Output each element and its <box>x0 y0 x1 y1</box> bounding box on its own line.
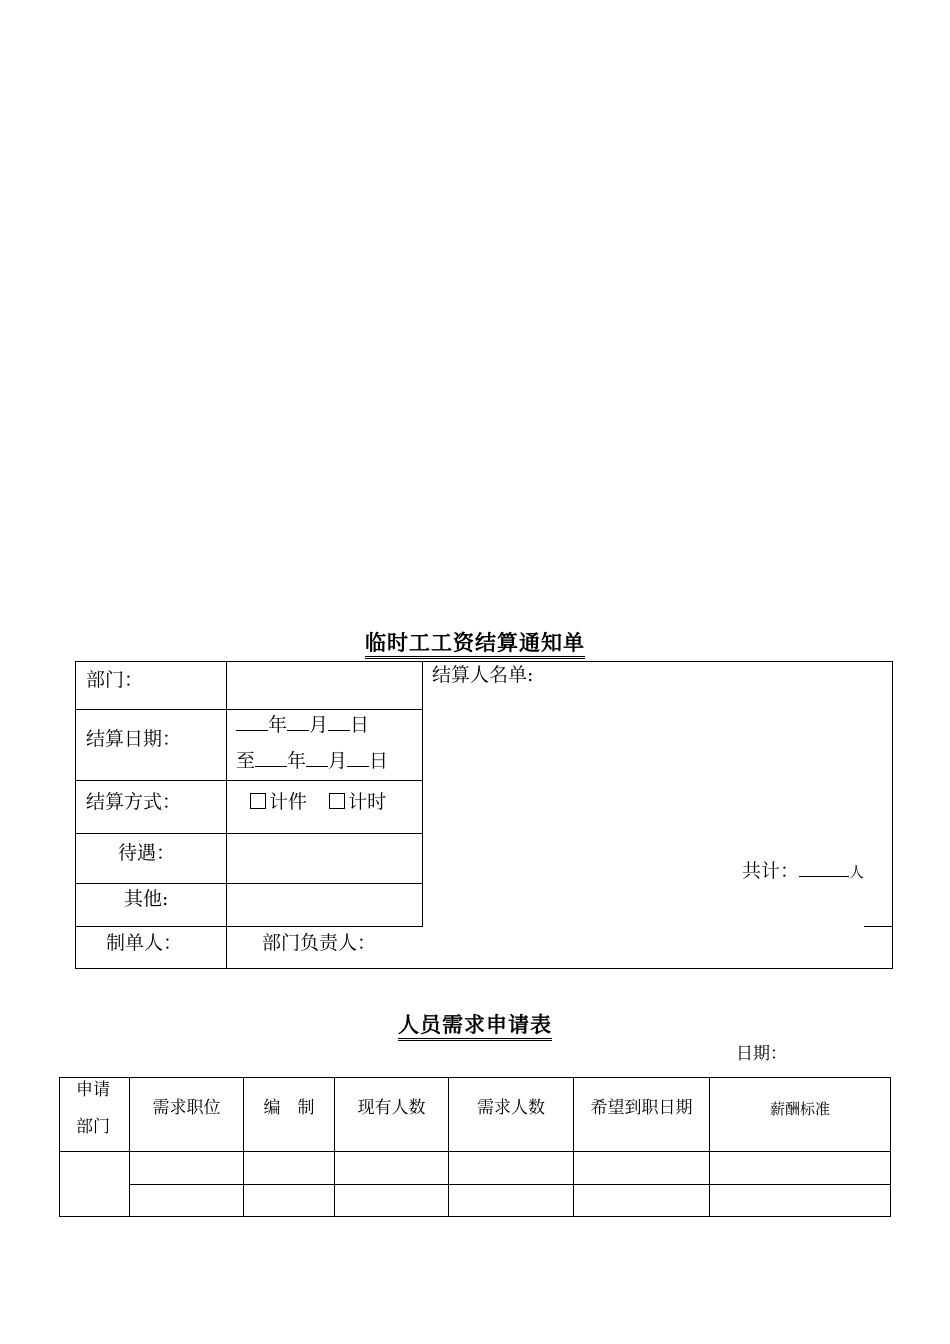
settle-date-label: 结算日期： <box>86 728 182 750</box>
checkbox-icon[interactable] <box>250 793 266 809</box>
dept-label: 部门： <box>86 669 144 691</box>
day-blank[interactable] <box>328 712 350 731</box>
form2-col-line <box>243 1077 244 1217</box>
form1-right-stub-line <box>864 926 892 927</box>
form2-col-line <box>334 1077 335 1217</box>
col-header-needed: 需求人数 <box>477 1098 545 1118</box>
checkbox-icon[interactable] <box>329 793 345 809</box>
method-options <box>250 793 386 812</box>
form1-right-border <box>892 661 893 969</box>
col-header-start-date: 希望到职日期 <box>590 1098 693 1118</box>
form2-header-line <box>59 1151 891 1152</box>
form1-row-line <box>75 926 423 927</box>
settle-method-label: 结算方式： <box>86 791 182 813</box>
form1-row-line <box>75 833 423 834</box>
form2-col-line <box>573 1077 574 1217</box>
year-blank[interactable] <box>255 748 287 767</box>
form2-right-border <box>890 1077 891 1217</box>
dept-header-line1: 申请 <box>76 1080 110 1100</box>
form1-bottom-border <box>75 968 893 969</box>
settle-list-label: 结算人名单: <box>432 664 534 686</box>
form2-bottom-border <box>59 1216 891 1217</box>
form1-row-line <box>75 883 423 884</box>
day-blank[interactable] <box>347 748 369 767</box>
col-header-quota: 编 制 <box>263 1098 315 1118</box>
form2-left-border <box>59 1077 60 1217</box>
col-header-salary: 薪酬标准 <box>769 1100 830 1118</box>
form2-date-label: 日期： <box>736 1044 787 1064</box>
piecework-option[interactable]: 计件 <box>250 791 307 813</box>
date-to: 至 年 月 日 <box>236 750 389 772</box>
form2-col-line <box>129 1077 130 1217</box>
date-from: 年 月 日 <box>236 712 369 735</box>
form2-title: 人员需求申请表 <box>0 1009 950 1039</box>
total-blank[interactable] <box>799 858 849 877</box>
year-blank[interactable] <box>236 712 268 731</box>
form1-left-border <box>75 661 76 969</box>
form1-label-divider <box>226 661 227 969</box>
hourly-option[interactable]: 计时 <box>329 791 386 813</box>
form2-top-border <box>59 1077 891 1078</box>
other-label: 其他: <box>124 888 169 910</box>
col-header-position: 需求职位 <box>152 1098 221 1118</box>
month-blank[interactable] <box>306 748 328 767</box>
total-label: 共计： 人 <box>742 860 865 882</box>
form1-title: 临时工工资结算通知单 <box>0 627 950 657</box>
month-blank[interactable] <box>287 712 309 731</box>
manager-label: 部门负责人： <box>262 932 377 954</box>
form2-col-line <box>709 1077 710 1217</box>
maker-label: 制单人： <box>106 932 183 954</box>
col-header-current: 现有人数 <box>357 1098 426 1118</box>
dept-header-line2: 部门 <box>76 1117 110 1137</box>
form1-row-line <box>75 780 423 781</box>
form1-top-border <box>75 661 893 662</box>
form1-row-line <box>75 709 423 710</box>
treatment-label: 待遇： <box>118 842 176 864</box>
form1-list-divider <box>422 661 423 927</box>
form2-col-line <box>448 1077 449 1217</box>
